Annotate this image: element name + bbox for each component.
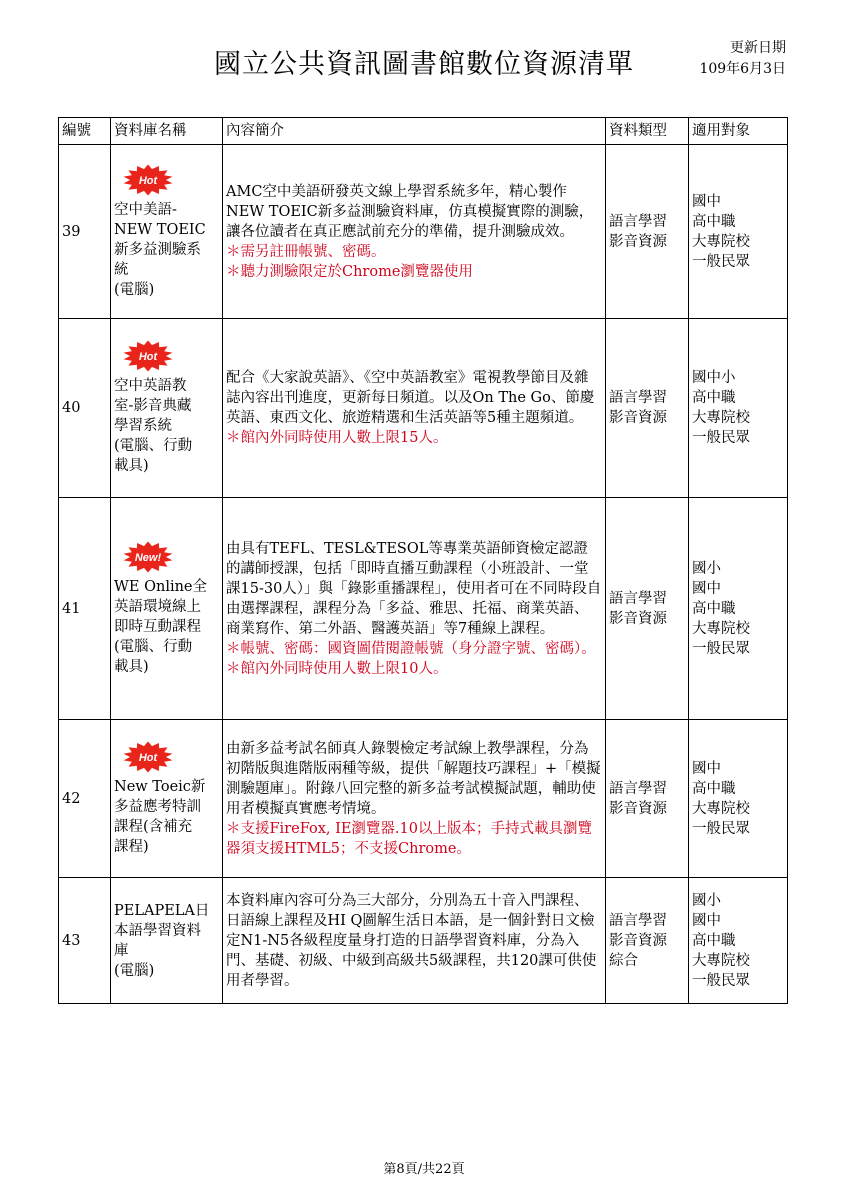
- resource-type: [606, 498, 689, 720]
- database-name-line: WE Online全: [114, 578, 208, 595]
- database-name-line: 學習系統: [114, 418, 172, 434]
- description-note: ＊支援FireFox, IE瀏覽器.10以上版本；手持式載具瀏覽器須支援HTML5；不支援Chrome。: [226, 820, 592, 857]
- resource-type-item: 語言學習: [609, 590, 667, 607]
- resource-type: [606, 878, 689, 1004]
- page-title: 國立公共資訊圖書館數位資源清單: [214, 49, 634, 80]
- description-text: 配合《大家說英語》、《空中英語教室》電視教學節目及雜誌內容出刊進度，更新每日頻道。以及On The Go、節慶英語、東西文化、旅遊精選和生活英語等5種主題頻道。: [226, 370, 595, 426]
- database-name-line: (電腦、行動: [114, 438, 193, 454]
- database-name-line: 空中英語教: [114, 378, 187, 394]
- target-audience-item: 大專院校: [692, 800, 750, 817]
- database-name: [111, 319, 223, 498]
- description-note: ＊帳號、密碼：國資圖借閱證帳號（身分證字號、密碼）。: [226, 640, 596, 657]
- resource-type-item: 語言學習: [609, 390, 667, 406]
- target-audience-item: 一般民眾: [692, 820, 750, 837]
- target-audience-item: 一般民眾: [692, 430, 750, 446]
- resource-type-item: 語言學習: [609, 780, 667, 797]
- database-name: [111, 720, 223, 878]
- database-name-line: 本語學習資料: [114, 922, 201, 939]
- target-audience-item: 大專院校: [692, 952, 750, 969]
- resource-type: [606, 319, 689, 498]
- description-text: 由新多益考試名師真人錄製檢定考試線上教學課程，分為初階版與進階版兩種等級，提供「解題技巧課程」+「模擬測驗題庫」。附錄八回完整的新多益考試模擬試題，輔助使用者模擬真實應考情境。: [226, 740, 601, 817]
- header-type: 資料類型: [606, 118, 689, 145]
- database-name-line: (電腦、行動: [114, 638, 193, 655]
- badge-label: New!: [134, 551, 162, 564]
- row-number: 42: [59, 720, 111, 878]
- description-text: 本資料庫內容可分為三大部分，分別為五十音入門課程、日語線上課程及HI Q圖解生活日本語，是一個針對日文檢定N1-N5各級程度量身打造的日語學習資料庫，分為入門、基礎、初級、中級到高級共5級課程，共120課可供使用者學習。: [226, 892, 597, 989]
- database-name: [111, 145, 223, 319]
- update-date: 109年6月3日: [699, 61, 786, 77]
- database-name-line: 多益應考特訓: [114, 798, 201, 815]
- database-name-line: 載具): [114, 658, 149, 675]
- update-info: [699, 38, 786, 80]
- hot-badge-icon: [122, 340, 174, 372]
- update-label: 更新日期: [730, 40, 786, 56]
- resource-type: [606, 720, 689, 878]
- row-number: 39: [59, 145, 111, 319]
- description: [223, 878, 606, 1004]
- target-audience-item: 高中職: [692, 600, 736, 617]
- resource-type-item: 影音資源: [609, 410, 667, 426]
- database-name-line: 空中美語-: [114, 201, 177, 218]
- target-audience: [689, 145, 788, 319]
- hot-badge-icon: [122, 741, 174, 773]
- description: [223, 145, 606, 319]
- database-name-line: 課程): [114, 838, 149, 855]
- description: [223, 720, 606, 878]
- table-row: [59, 319, 788, 498]
- target-audience-item: 國中: [692, 912, 721, 929]
- target-audience-item: 國小: [692, 892, 721, 909]
- target-audience-item: 高中職: [692, 932, 736, 949]
- target-audience-item: 高中職: [692, 213, 736, 230]
- target-audience-item: 高中職: [692, 780, 736, 797]
- resource-type-item: 影音資源: [609, 610, 667, 627]
- database-name-line: 英語環境線上: [114, 598, 201, 615]
- database-name-line: 室-影音典藏: [114, 398, 192, 414]
- resource-type-item: 語言學習: [609, 213, 667, 230]
- table-header-row: [59, 118, 788, 145]
- target-audience-item: 國中: [692, 580, 721, 597]
- resource-type-item: 影音資源: [609, 932, 667, 949]
- description-note: ＊館內外同時使用人數上限10人。: [226, 660, 448, 677]
- target-audience: [689, 319, 788, 498]
- description: [223, 319, 606, 498]
- target-audience-item: 國中: [692, 760, 721, 777]
- badge-label: Hot: [138, 751, 158, 764]
- description-text: AMC空中美語研發英文線上學習系統多年，精心製作NEW TOEIC新多益測驗資料庫，仿真模擬實際的測驗，讓各位讀者在真正應試前充分的準備，提升測驗成效。: [226, 183, 594, 240]
- resource-type-item: 影音資源: [609, 800, 667, 817]
- database-name-line: 課程(含補充: [114, 818, 193, 835]
- row-number: 40: [59, 319, 111, 498]
- description: [223, 498, 606, 720]
- table-row: [59, 498, 788, 720]
- database-name-line: NEW TOEIC: [114, 221, 206, 238]
- target-audience-item: 國小: [692, 560, 721, 577]
- database-name-line: 新多益測驗系: [114, 241, 201, 258]
- target-audience-item: 大專院校: [692, 410, 750, 426]
- table-body: [59, 145, 788, 1004]
- target-audience-item: 大專院校: [692, 233, 750, 250]
- table-row: [59, 145, 788, 319]
- target-audience-item: 國中小: [692, 370, 736, 386]
- target-audience: [689, 498, 788, 720]
- target-audience: [689, 878, 788, 1004]
- resource-type-item: 綜合: [609, 952, 638, 969]
- description-note: ＊聽力測驗限定於Chrome瀏覽器使用: [226, 263, 473, 280]
- resource-type-item: 影音資源: [609, 233, 667, 250]
- description-text: 由具有TEFL、TESL&TESOL等專業英語師資檢定認證的講師授課，包括「即時直播互動課程（小班設計、一堂課15-30人）」與「錄影重播課程」，使用者可在不同時段自由選擇課程，課程分為「多益、雅思、托福、商業英語、商業寫作、第二外語、醫護英語」等7種線上課程。: [226, 540, 602, 637]
- hot-badge-icon: [122, 164, 174, 196]
- header-desc: 內容簡介: [223, 118, 606, 145]
- target-audience-item: 一般民眾: [692, 972, 750, 989]
- row-number: 43: [59, 878, 111, 1004]
- target-audience-item: 大專院校: [692, 620, 750, 637]
- header-target: 適用對象: [689, 118, 788, 145]
- target-audience-item: 一般民眾: [692, 640, 750, 657]
- row-number: 41: [59, 498, 111, 720]
- target-audience-item: 國中: [692, 193, 721, 210]
- database-name-line: (電腦): [114, 962, 155, 979]
- database-name-line: 即時互動課程: [114, 618, 201, 635]
- target-audience: [689, 720, 788, 878]
- table-row: [59, 720, 788, 878]
- database-name-line: (電腦): [114, 281, 155, 298]
- description-note: ＊館內外同時使用人數上限15人。: [226, 430, 448, 446]
- description-note: ＊需另註冊帳號、密碼。: [226, 243, 386, 260]
- database-name-line: 統: [114, 261, 129, 278]
- database-name-line: New Toeic新: [114, 778, 206, 795]
- page-number: 第8頁/共22頁: [383, 1162, 465, 1177]
- header-name: 資料庫名稱: [111, 118, 223, 145]
- target-audience-item: 高中職: [692, 390, 736, 406]
- database-name-line: 載具): [114, 458, 149, 474]
- database-name-line: 庫: [114, 942, 129, 959]
- table-row: [59, 878, 788, 1004]
- target-audience-item: 一般民眾: [692, 253, 750, 270]
- resource-type: [606, 145, 689, 319]
- resource-table: [58, 117, 788, 1004]
- resource-type-item: 語言學習: [609, 912, 667, 929]
- badge-label: Hot: [138, 351, 158, 363]
- database-name-line: PELAPELA日: [114, 902, 210, 919]
- hot-badge-icon: [122, 541, 174, 573]
- badge-label: Hot: [138, 174, 158, 187]
- header-no: 編號: [59, 118, 111, 145]
- database-name: [111, 498, 223, 720]
- database-name: [111, 878, 223, 1004]
